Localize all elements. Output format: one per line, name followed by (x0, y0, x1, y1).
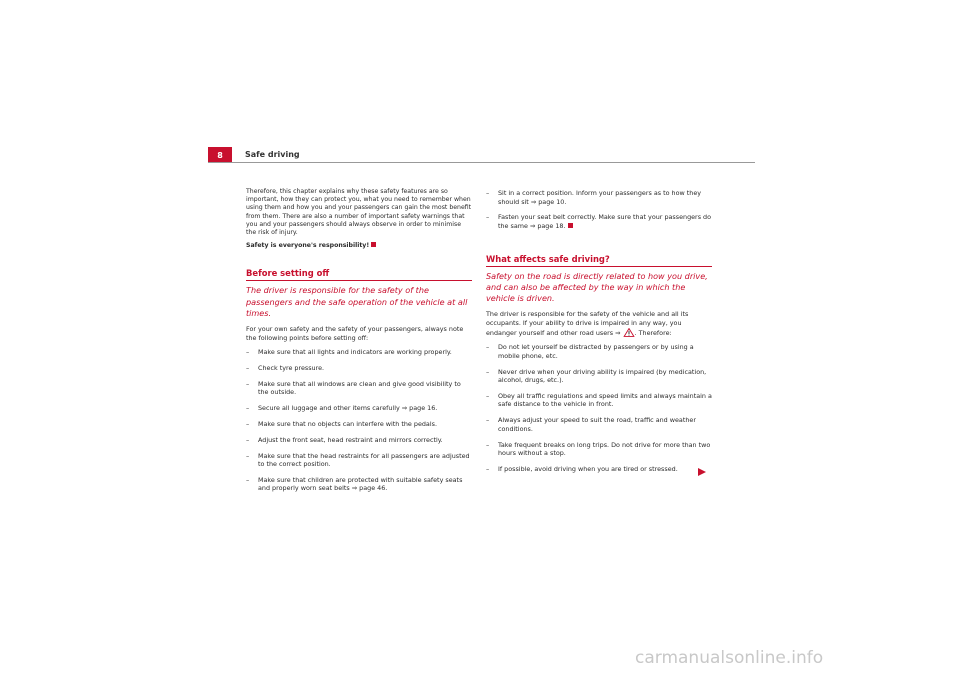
list-item: – Obey all traffic regulations and speed limits and always maintain a safe distance to the vehicle in front. (486, 392, 712, 409)
right-column (486, 189, 712, 481)
page-number: 8 (208, 147, 232, 163)
end-of-section-marker (371, 242, 376, 247)
list-item: – Never drive when your driving ability is impaired (by medication, alcohol, drugs, etc.). (486, 368, 712, 385)
list-item: – Secure all luggage and other items carefully ⇒ page 16. (246, 404, 472, 413)
section-title-what-affects-safe-driving: What affects safe driving? (486, 254, 712, 267)
list-item: – Make sure that all lights and indicators are working properly. (246, 348, 472, 357)
end-of-section-marker (568, 223, 573, 228)
checklist-continued (486, 189, 712, 231)
list-item: – Take frequent breaks on long trips. Do not drive for more than two hours without a stop. (486, 441, 712, 458)
safe-driving-list (486, 343, 712, 473)
list-item: – Make sure that children are protected with suitable safety seats and properly worn seat belts ⇒ page 46. (246, 476, 472, 493)
list-item: – Sit in a correct position. Inform your passengers as to how they should sit ⇒ page 10. (486, 189, 712, 206)
continue-arrow-icon (698, 468, 706, 476)
warning-triangle-icon (623, 328, 635, 337)
responsibility-note: Safety is everyone's responsibility! (246, 242, 472, 250)
checklist (246, 348, 472, 493)
section-lead: The driver is responsible for the safety of the passengers and the safe operation of the vehicle at all times. (246, 285, 468, 318)
section-paragraph: For your own safety and the safety of your passengers, always note the following points before setting off: (246, 325, 464, 342)
list-item: – Adjust the front seat, head restraint and mirrors correctly. (246, 436, 472, 445)
section-title-before-setting-off: Before setting off (246, 268, 472, 281)
header-rule (208, 162, 755, 163)
list-item: – Fasten your seat belt correctly. Make sure that your passengers do the same ⇒ page 18. (486, 213, 712, 230)
list-item: – If possible, avoid driving when you are tired or stressed. (486, 465, 712, 474)
list-item: – Do not let yourself be distracted by passengers or by using a mobile phone, etc. (486, 343, 712, 360)
section-lead: Safety on the road is directly related to how you drive, and can also be affected by the way in which the vehicle is driven. (486, 270, 708, 304)
list-item: – Check tyre pressure. (246, 364, 472, 373)
left-column (246, 188, 472, 500)
list-item: – Make sure that the head restraints for all passengers are adjusted to the correct position. (246, 452, 472, 469)
list-item: – Make sure that no objects can interfere with the pedals. (246, 420, 472, 429)
watermark: carmanualsonline.info (635, 648, 824, 668)
section-paragraph: The driver is responsible for the safety of the vehicle and all its occupants. If your ability to drive is impaired in any way, you endanger yourself and other road users ⇒ . Therefore: (486, 310, 689, 337)
list-item: – Always adjust your speed to suit the road, traffic and weather conditions. (486, 416, 712, 433)
list-item: – Make sure that all windows are clean and give good visibility to the outside. (246, 380, 472, 397)
intro-paragraph: Therefore, this chapter explains why these safety features are so important, how they can protect you, what you need to remember when using them and how you and your passengers can gain the most benefit from them. There are also a number of important safety warnings that you and your passengers should always observe in order to minimise the risk of injury. (246, 188, 472, 237)
page-header-title: Safe driving (245, 150, 300, 159)
